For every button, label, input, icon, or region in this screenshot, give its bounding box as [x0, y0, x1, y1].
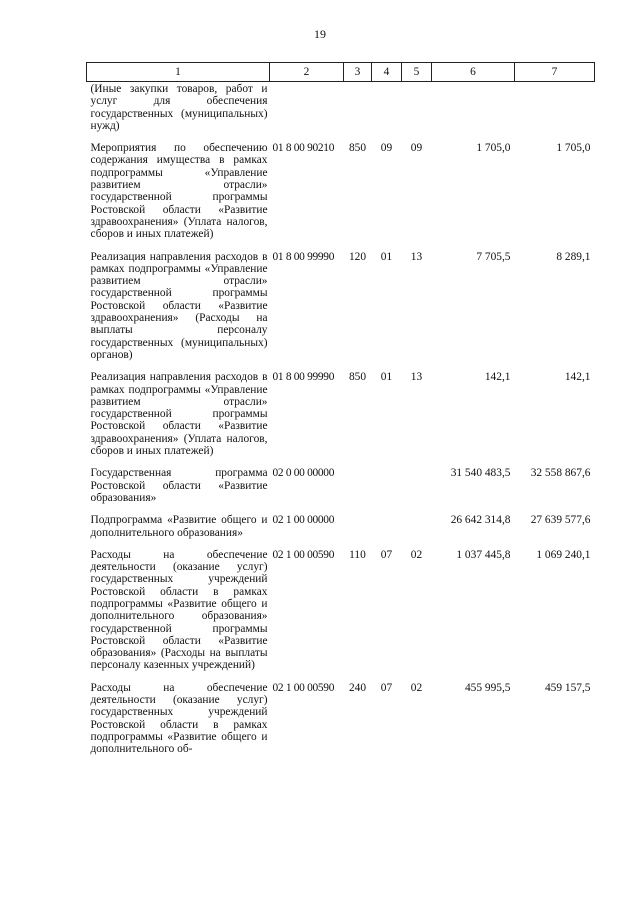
row-year1: [432, 82, 515, 133]
row-rz: 01: [380, 250, 393, 263]
table-row: [87, 504, 595, 539]
header-rz: 4: [372, 63, 402, 82]
row-year2: 1 705,0: [556, 142, 591, 155]
row-year1: 1 705,0: [476, 142, 511, 155]
row-name: Реализация направления расходов в рамках подпрограммы «Управление развитием отрасли» государственной программы Ростовской области «Развитие здравоохранения» (Расходы на выплаты персоналу государственных (муниципальных) органов): [90, 250, 268, 361]
row-name: (Иные закупки товаров, работ и услуг для обеспечения государственных (муниципальных) нужд): [90, 83, 268, 132]
row-vr: [344, 82, 372, 133]
row-year1: 7 705,5: [476, 250, 511, 263]
row-year2: 459 157,5: [544, 681, 591, 694]
row-csr: [270, 82, 344, 133]
header-row: [87, 63, 595, 82]
table-row: [87, 132, 595, 240]
budget-table: [86, 62, 595, 756]
row-vr: [344, 504, 372, 539]
table-row: [87, 82, 595, 133]
row-rz: 07: [380, 548, 393, 561]
header-year1: 6: [432, 63, 515, 82]
table-row: [87, 672, 595, 756]
row-pr: 13: [410, 371, 423, 384]
row-pr: 09: [410, 142, 423, 155]
row-rz: [372, 504, 402, 539]
page-number: 19: [314, 27, 326, 41]
row-year1: 31 540 483,5: [450, 467, 511, 480]
row-year1: 142,1: [484, 371, 511, 384]
row-name: Расходы на обеспечение деятельности (оказание услуг) государственных учреждений Ростовской области в рамках подпрограммы «Развитие общего и дополнительного образования» государственной программы Ростовской области «Развитие образования» (Расходы на выплаты персоналу казенных учреждений): [90, 548, 268, 672]
row-year1: 1 037 445,8: [456, 548, 511, 561]
row-vr: 240: [348, 681, 367, 694]
row-rz: 07: [380, 681, 393, 694]
row-name: Расходы на обеспечение деятельности (оказание услуг) государственных учреждений Ростовской области в рамках подпрограммы «Развитие общего и дополнительного об-: [90, 681, 268, 756]
row-year1: 455 995,5: [464, 681, 511, 694]
row-csr: 02 1 00 00000: [272, 514, 335, 527]
row-year2: 8 289,1: [556, 250, 591, 263]
row-vr: 850: [348, 371, 367, 384]
row-vr: [344, 457, 372, 504]
row-name: Государственная программа Ростовской области «Развитие образования»: [90, 467, 268, 504]
table-row: [87, 361, 595, 457]
row-vr: 120: [348, 250, 367, 263]
row-csr: 02 1 00 00590: [272, 681, 335, 694]
row-csr: 02 0 00 00000: [272, 467, 335, 480]
row-pr: [402, 504, 432, 539]
header-vr: 3: [344, 63, 372, 82]
header-csr: 2: [270, 63, 344, 82]
table-row: [87, 539, 595, 672]
row-year2: 27 639 577,6: [530, 514, 591, 527]
row-csr: 02 1 00 00590: [272, 548, 335, 561]
row-csr: 01 8 00 90210: [272, 142, 335, 155]
header-pr: 5: [402, 63, 432, 82]
row-pr: 02: [410, 681, 423, 694]
table-header: [87, 63, 595, 82]
row-pr: 02: [410, 548, 423, 561]
row-year1: 26 642 314,8: [450, 514, 511, 527]
row-name: Реализация направления расходов в рамках подпрограммы «Управление развитием отрасли» государственной программы Ростовской области «Развитие здравоохранения» (Уплата налогов, сборов и иных платежей): [90, 371, 268, 458]
row-rz: 01: [380, 371, 393, 384]
row-pr: 13: [410, 250, 423, 263]
table-row: [87, 457, 595, 504]
header-name: 1: [87, 63, 270, 82]
row-vr: 110: [349, 548, 366, 561]
header-year2: 7: [515, 63, 595, 82]
row-rz: [372, 82, 402, 133]
table-body: [87, 82, 595, 756]
row-csr: 01 8 00 99990: [272, 371, 335, 384]
row-year2: 32 558 867,6: [530, 467, 591, 480]
row-name: Подпрограмма «Развитие общего и дополнительного образования»: [90, 514, 268, 539]
row-rz: [372, 457, 402, 504]
row-vr: 850: [348, 142, 367, 155]
row-rz: 09: [380, 142, 393, 155]
table-row: [87, 241, 595, 362]
row-pr: [402, 82, 432, 133]
row-pr: [402, 457, 432, 504]
row-year2: [515, 82, 595, 133]
row-year2: 1 069 240,1: [536, 548, 591, 561]
row-name: Мероприятия по обеспечению содержания имущества в рамках подпрограммы «Управление развитием отрасли» государственной программы Ростовской области «Развитие здравоохранения» (Уплата налогов, сборов и иных платежей): [90, 142, 268, 241]
row-csr: 01 8 00 99990: [272, 250, 335, 263]
row-year2: 142,1: [564, 371, 591, 384]
